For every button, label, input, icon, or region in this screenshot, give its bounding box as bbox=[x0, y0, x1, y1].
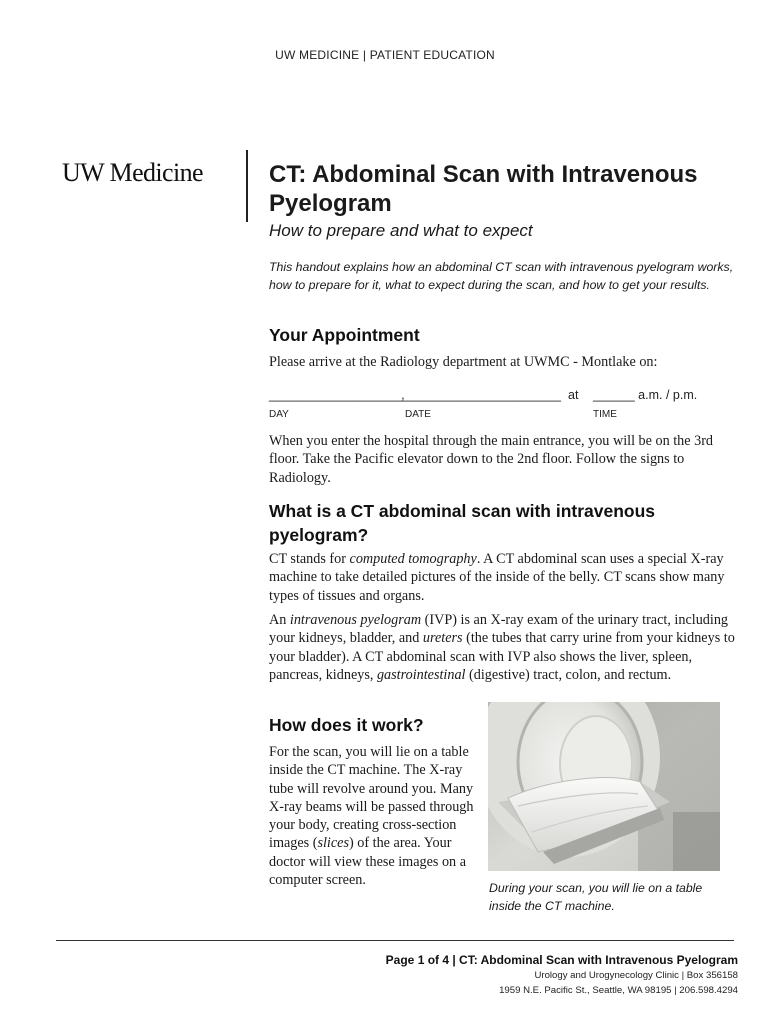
ct-machine-illustration bbox=[488, 702, 720, 871]
at-text: at bbox=[568, 388, 579, 402]
day-label: DAY bbox=[269, 409, 289, 420]
photo-caption: During your scan, you will lie on a table inside the CT machine. bbox=[489, 881, 703, 913]
intro-text: This handout explains how an abdominal CT scan with intravenous pyelogram works, how to prepare for it, what to expect during the scan, and how to get your results. bbox=[269, 260, 734, 292]
how-text-1: For the scan, you will lie on a table inside the CT machine. The X-ray tube will revolve around you. Many X-ray beams will be passed through your body, creating cross-section images ( bbox=[269, 744, 474, 852]
ct-term: computed tomography bbox=[349, 551, 477, 567]
ureters-term: ureters bbox=[422, 630, 463, 647]
ct-machine-photo bbox=[488, 702, 720, 871]
how-it-works-paragraph bbox=[269, 743, 479, 889]
ivp-text-1: An bbox=[269, 612, 290, 628]
slices-term: slices bbox=[317, 835, 349, 852]
ct-text-2: . A CT abdominal scan uses a special X-ray machine to take detailed pictures of the inside of the belly. CT scans show many types of tissues and organs. bbox=[269, 551, 725, 604]
time-label: TIME bbox=[593, 409, 617, 420]
how-text-2: ) of the area. Your doctor will view these images on a computer screen. bbox=[269, 835, 466, 889]
footer-divider bbox=[56, 940, 734, 941]
date-label: DATE bbox=[405, 409, 431, 420]
gastrointestinal-term: gastrointestinal bbox=[376, 666, 466, 683]
footer-clinic: Urology and Urogynecology Clinic | Box 356158 bbox=[534, 970, 738, 981]
day-blank: ___________________, bbox=[269, 388, 405, 402]
ivp-text-3: (the tubes that carry urine from your kidneys to your bladder). A CT abdominal scan with IVP also shows the liver, spleen, pancreas, kidneys, bbox=[269, 630, 735, 683]
uw-medicine-logo: UW Medicine bbox=[62, 158, 203, 187]
heading-appointment: Your Appointment bbox=[269, 325, 420, 345]
ivp-text-4: (digestive) tract, colon, and rectum. bbox=[465, 666, 672, 683]
arrive-text: Please arrive at the Radiology department at UWMC - Montlake on: bbox=[269, 354, 658, 370]
heading-how-it-works: How does it work? bbox=[269, 715, 424, 735]
footer-address: 1959 N.E. Pacific St., Seattle, WA 98195 | 206.598.4294 bbox=[499, 985, 738, 996]
title-divider bbox=[246, 150, 248, 222]
ct-text-1: CT stands for bbox=[269, 551, 350, 567]
header-topbar: UW MEDICINE | PATIENT EDUCATION bbox=[275, 48, 495, 62]
heading-what-is-ct: What is a CT abdominal scan with intravenous pyelogram? bbox=[269, 501, 656, 545]
page-title: CT: Abdominal Scan with Intravenous Pyelogram bbox=[269, 161, 698, 217]
ivp-text-2: (IVP) is an X-ray exam of the urinary tract, including your kidneys, bladder, and bbox=[269, 612, 729, 647]
date-blank: _______________________ bbox=[401, 388, 561, 402]
ct-definition-paragraph bbox=[269, 550, 735, 605]
ivp-term: intravenous pyelogram bbox=[289, 612, 422, 628]
time-blank: ______ a.m. / p.m. bbox=[593, 388, 698, 402]
footer-page-info: Page 1 of 4 | CT: Abdominal Scan with Intravenous Pyelogram bbox=[385, 953, 738, 967]
directions-text: When you enter the hospital through the main entrance, you will be on the 3rd floor. Take the Pacific elevator down to the 2nd floor. Follow the signs to Radiology. bbox=[269, 433, 714, 486]
ivp-definition-paragraph bbox=[269, 611, 735, 684]
page-subtitle: How to prepare and what to expect bbox=[269, 221, 533, 240]
